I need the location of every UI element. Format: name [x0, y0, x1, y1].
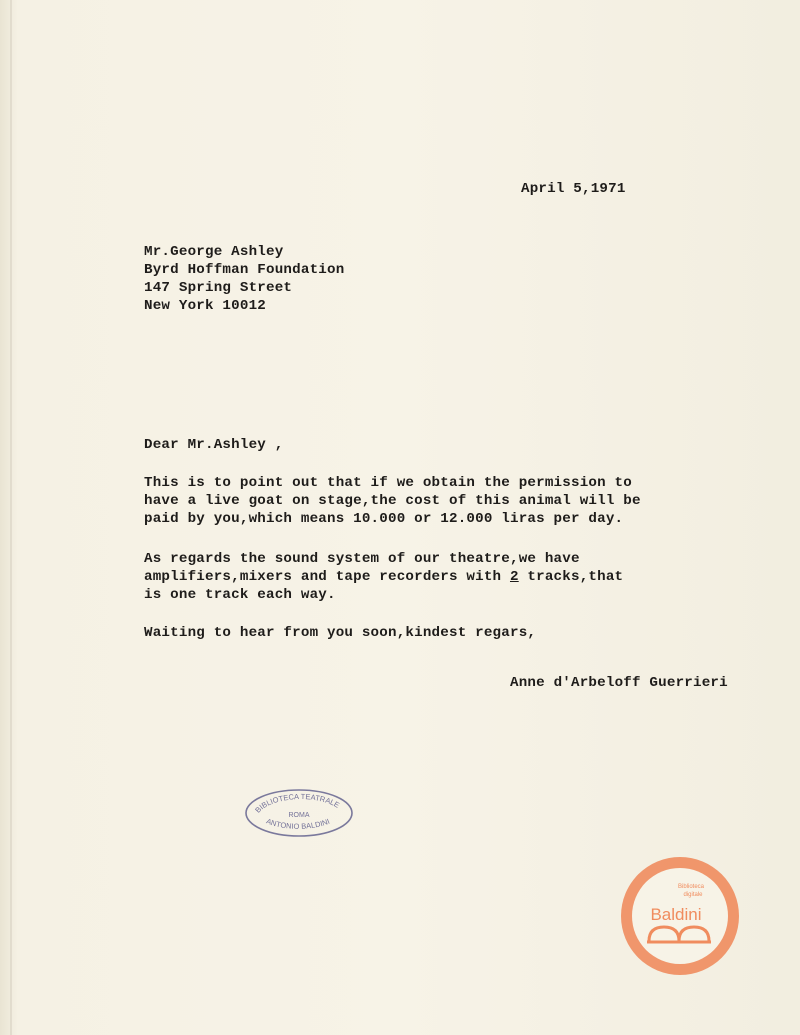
stamp-middle-text: ROMA — [288, 812, 310, 819]
paragraph-line: have a live goat on stage,the cost of this animal will be — [144, 493, 641, 509]
signature: Anne d'Arbeloff Guerrieri — [510, 675, 728, 691]
letter-date: April 5,1971 — [521, 181, 626, 197]
stamp-bottom-text: ANTONIO BALDINI — [265, 816, 331, 831]
paragraph-goat — [144, 474, 641, 528]
salutation: Dear Mr.Ashley , — [144, 437, 284, 453]
stamp-top-text: BIBLIOTECA TEATRALE — [253, 792, 342, 815]
line-segment: amplifiers,mixers and tape recorders with — [144, 569, 510, 585]
closing-line: Waiting to hear from you soon,kindest regars, — [144, 625, 537, 641]
logo-small-text: digitale — [683, 892, 703, 898]
logo-name: Baldini — [650, 905, 702, 924]
paragraph-line: This is to point out that if we obtain the permission to — [144, 475, 632, 491]
address-line: New York 10012 — [144, 298, 266, 314]
paragraph-line: As regards the sound system of our theatre,we have — [144, 551, 580, 567]
line-segment: tracks,that — [518, 569, 624, 585]
library-stamp — [243, 787, 355, 839]
track-count: 2 — [509, 569, 519, 585]
address-line: 147 Spring Street — [144, 280, 293, 296]
paragraph-sound — [144, 550, 623, 604]
paragraph-line: is one track each way. — [144, 587, 336, 603]
address-line: Mr.George Ashley — [144, 244, 284, 260]
baldini-logo — [621, 857, 739, 975]
recipient-address — [144, 243, 344, 315]
paper-fold — [10, 0, 12, 1035]
logo-small-text: Biblioteca — [677, 884, 705, 890]
paragraph-line: paid by you,which means 10.000 or 12.000 liras per day. — [144, 511, 624, 527]
paragraph-line — [144, 568, 623, 586]
address-line: Byrd Hoffman Foundation — [144, 262, 345, 278]
